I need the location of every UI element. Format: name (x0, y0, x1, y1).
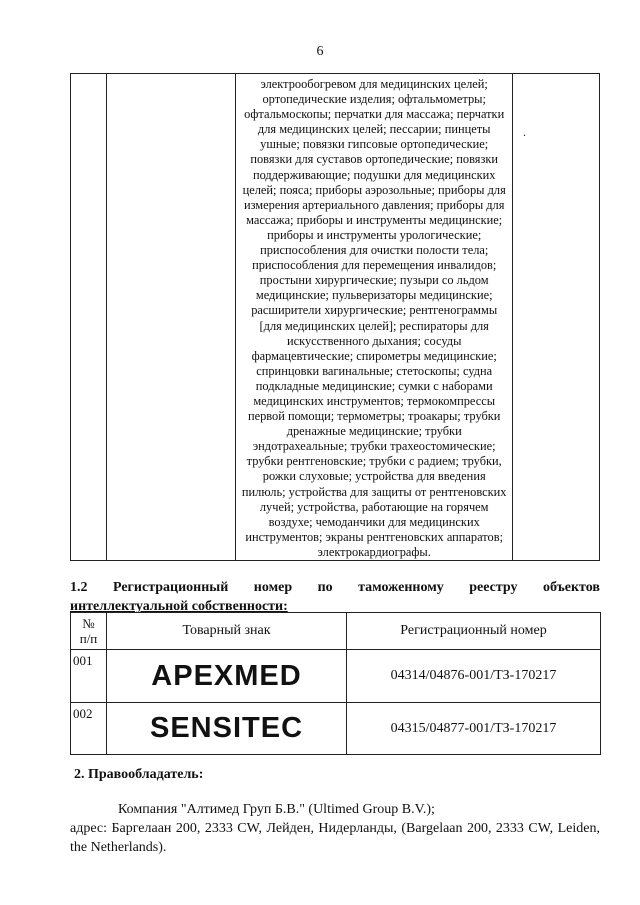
goods-line: повязки для суставов ортопедические; повязки (250, 152, 499, 167)
stray-mark: . (523, 125, 526, 139)
page-number: 6 (316, 44, 324, 59)
heading-word: по (317, 580, 333, 595)
goods-line: офтальмоскопы; перчатки для массажа; перчатки (244, 107, 505, 122)
goods-line: медицинские; пульверизаторы медицинские; (255, 288, 493, 303)
holder-text (70, 800, 600, 857)
heading-word: 1.2 (70, 580, 88, 595)
header-number-pp: п/п (79, 631, 98, 646)
goods-line: приборы и инструменты урологические; (267, 227, 482, 242)
goods-line: эндотрахеальные; трубки трахеостомические; (252, 439, 496, 454)
goods-line: лучей; устройства, работающие на горячем (259, 499, 489, 514)
header-regno: Регистрационный номер (347, 613, 601, 650)
goods-cell-empty-1 (71, 74, 107, 561)
goods-line: электрообогревом для медицинских целей; (260, 77, 488, 91)
goods-line: ортопедические изделия; офтальмометры; (262, 92, 486, 107)
section-1-2-heading (70, 578, 600, 616)
registration-number: 04315/04877-001/ТЗ-170217 (347, 703, 601, 755)
table-row (71, 650, 601, 703)
goods-line: медицинских инструментов; термокомпрессы (253, 393, 496, 408)
trademark-logo: APEXMED (107, 650, 347, 703)
goods-line: рожки слуховые; устройства для введения (262, 469, 486, 484)
section-1-2-line2: интеллектуальной собственности: (70, 599, 288, 614)
registration-number: 04314/04876-001/ТЗ-170217 (347, 650, 601, 703)
goods-line: ушные; повязки гипсовые ортопедические; (260, 137, 489, 152)
table-row (71, 703, 601, 755)
goods-list (235, 74, 513, 561)
heading-word: таможенному (358, 580, 444, 595)
heading-word: номер (253, 580, 293, 595)
goods-line: приспособления для очистки полости тела; (260, 243, 489, 258)
holder-heading: 2. Правообладатель: (74, 767, 204, 782)
header-number-sign: № (82, 616, 95, 631)
goods-line: подкладные медицинские; сумки с наборами (255, 378, 493, 393)
goods-line: расширители хирургические; рентгенограммы (251, 303, 498, 318)
goods-line: электрокардиографы. (317, 544, 431, 559)
row-number: 001 (71, 650, 107, 703)
goods-table-row (71, 74, 600, 561)
goods-line: измерения артериального давления; приборы для (243, 197, 505, 212)
goods-line: массажа; приборы и инструменты медицинские; (246, 212, 503, 227)
header-number (71, 613, 107, 650)
heading-word: объектов (542, 580, 600, 595)
goods-cell-empty-4 (513, 74, 600, 561)
row-number: 002 (71, 703, 107, 755)
goods-line: инструментов; экраны рентгеновских аппаратов; (245, 529, 504, 544)
goods-line: целей; пояса; приборы аэрозольные; приборы для (242, 182, 506, 197)
trademark-table (70, 612, 601, 755)
goods-line: дренажные медицинские; трубки (286, 424, 462, 439)
holder-address: адрес: Баргелаан 200, 2333 CW, Лейден, Нидерланды, (Bargelaan 200, 2333 CW, Leiden, the Netherlands). (70, 821, 600, 855)
goods-line: воздухе; чемоданчики для медицинских (268, 514, 480, 529)
goods-line: [для медицинских целей]; респираторы для (259, 318, 489, 333)
goods-line: приспособления для перемещения инвалидов; (252, 258, 497, 273)
goods-line: поддерживающие; подушки для медицинских (252, 167, 496, 182)
goods-line: пилюль; устройства для защиты от рентгеновских (241, 484, 507, 499)
goods-line: трубки рентгеновские; трубки с радием; трубки, (246, 454, 502, 469)
goods-line: простыни хирургические; пузыри со льдом (259, 273, 489, 288)
trademark-table-header (71, 613, 601, 650)
goods-line: спринцовки вагинальные; стетоскопы; судна (256, 363, 493, 378)
header-trademark: Товарный знак (107, 613, 347, 650)
goods-line: для медицинских целей; пессарии; пинцеты (257, 122, 491, 137)
goods-line: искусственного дыхания; сосуды (286, 333, 462, 348)
goods-table (70, 73, 600, 561)
holder-company: Компания "Алтимед Груп Б.В." (Ultimed Group B.V.); (118, 802, 435, 817)
heading-word: Регистрационный (112, 580, 229, 595)
section-1-2-line1 (70, 578, 600, 597)
goods-line: первой помощи; термометры; троакары; трубки (247, 409, 501, 424)
goods-line: фармацевтические; спирометры медицинские; (251, 348, 497, 363)
goods-cell-empty-2 (107, 74, 236, 561)
trademark-logo: SENSITEC (107, 703, 347, 755)
heading-word: реестру (469, 580, 518, 595)
